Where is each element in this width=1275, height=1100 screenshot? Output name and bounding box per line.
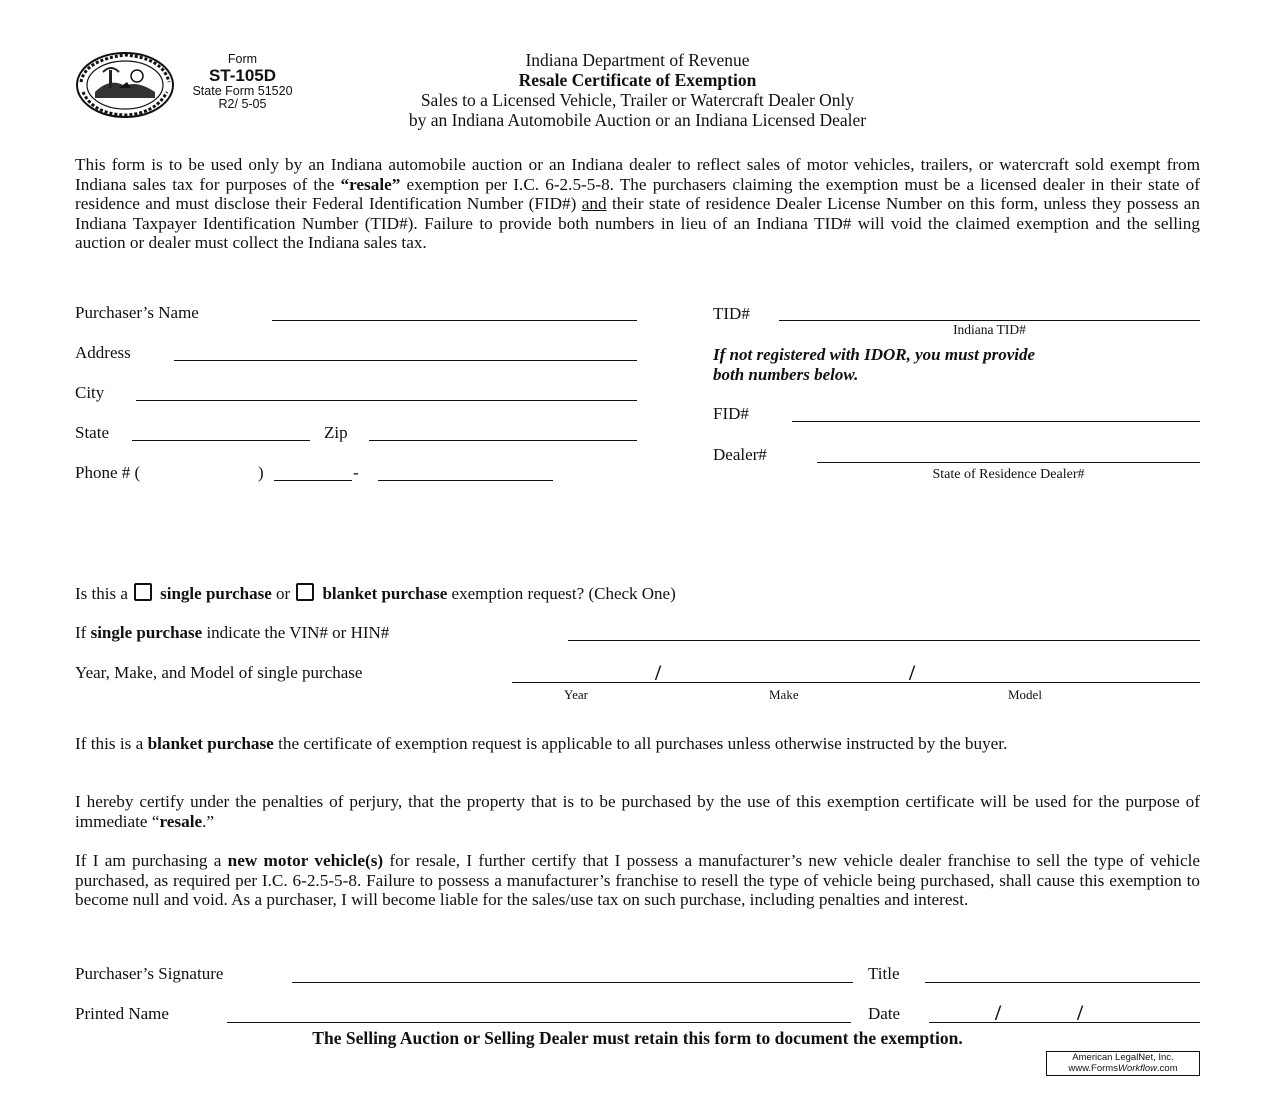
purchaser-name-field[interactable] xyxy=(272,320,637,321)
state-label: State xyxy=(75,423,109,442)
fid-field[interactable] xyxy=(792,421,1200,422)
date-slash-2: / xyxy=(1077,1000,1084,1025)
make-caption: Make xyxy=(769,687,799,702)
printed-name-field[interactable] xyxy=(227,1022,851,1023)
zip-label: Zip xyxy=(324,423,348,442)
publisher-url: www.FormsWorkflow.com xyxy=(1068,1062,1178,1074)
form-label: Form xyxy=(227,52,258,66)
dealer-field[interactable] xyxy=(817,462,1200,463)
ymm-field[interactable] xyxy=(512,682,1200,683)
date-label: Date xyxy=(868,1004,901,1023)
year-caption: Year xyxy=(564,687,588,702)
phone-label: Phone # ( xyxy=(75,463,141,482)
vin-field[interactable] xyxy=(568,640,1200,641)
ymm-label: Year, Make, and Model of single purchase xyxy=(75,663,363,682)
model-caption: Model xyxy=(1008,687,1042,702)
blanket-purchase-checkbox[interactable] xyxy=(296,583,314,601)
blanket-purchase-paragraph: If this is a blanket purchase the certificate of exemption request is applicable to all purchases unless otherwise instructed by the buyer. xyxy=(75,734,1008,753)
purchaser-name-label: Purchaser’s Name xyxy=(75,303,199,322)
signature-label: Purchaser’s Signature xyxy=(75,964,224,983)
date-slash-1: / xyxy=(995,1000,1002,1025)
phone-close-paren: ) xyxy=(258,463,264,482)
form-subtitle-2: by an Indiana Automobile Auction or an Indiana Licensed Dealer xyxy=(408,110,867,130)
retain-notice: The Selling Auction or Selling Dealer must retain this form to document the exemption. xyxy=(312,1028,963,1048)
form-title: Resale Certificate of Exemption xyxy=(518,70,757,90)
dealer-label: Dealer# xyxy=(713,445,767,464)
tid-label: TID# xyxy=(713,304,750,323)
address-field[interactable] xyxy=(174,360,637,361)
title-label: Title xyxy=(868,964,900,983)
ymm-slash-2: / xyxy=(909,660,916,685)
department-name: Indiana Department of Revenue xyxy=(525,50,750,70)
tid-field[interactable] xyxy=(779,320,1200,321)
state-field[interactable] xyxy=(132,440,310,441)
form-revision: R2/ 5-05 xyxy=(218,97,267,111)
date-field[interactable] xyxy=(929,1022,1200,1023)
form-number: ST-105D xyxy=(208,66,277,85)
printed-name-label: Printed Name xyxy=(75,1004,169,1023)
phone-dash: - xyxy=(353,463,359,482)
certification-paragraph: I hereby certify under the penalties of perjury, that the property that is to be purchased by the use of this exemption certificate will be used for the purpose of immediate “resale.” xyxy=(75,792,1200,831)
ymm-slash-1: / xyxy=(655,660,662,685)
state-form-number: State Form 51520 xyxy=(192,84,293,98)
new-vehicle-paragraph: If I am purchasing a new motor vehicle(s) for resale, I further certify that I possess a manufacturer’s new vehicle dealer franchise to sell the type of vehicle purchased, as required per I.C. 6-2.5-5-8. Failure to possess a manufacturer’s franchise to resell the type of vehicle being purchased, shall cause this exemption to become null and void. As a purchaser, I will become liable for the sales/use tax on such purchase, including penalties and interest. xyxy=(75,851,1200,910)
idor-notice: If not registered with IDOR, you must provide both numbers below. xyxy=(713,345,1036,384)
city-field[interactable] xyxy=(136,400,637,401)
zip-field[interactable] xyxy=(369,440,637,441)
indiana-state-seal xyxy=(75,52,175,118)
address-label: Address xyxy=(75,343,131,362)
vin-label: If single purchase indicate the VIN# or HIN# xyxy=(75,623,390,642)
city-label: City xyxy=(75,383,105,402)
publisher-box xyxy=(1046,1051,1200,1076)
dealer-caption: State of Residence Dealer# xyxy=(932,467,1085,482)
phone-number-field[interactable] xyxy=(378,480,553,481)
form-subtitle-1: Sales to a Licensed Vehicle, Trailer or Watercraft Dealer Only xyxy=(420,90,855,110)
intro-paragraph: This form is to be used only by an Indiana automobile auction or an Indiana dealer to reflect sales of motor vehicles, trailers, or watercraft sold exempt from Indiana sales tax for purposes of the “resale” exemption per I.C. 6-2.5-5-8. The purchasers claiming the exemption must be a licensed dealer in their state of residence and must disclose their Federal Identification Number (FID#) and their state of residence Dealer License Number on this form, unless they possess an Indiana Taxpayer Identification Number (TID#). Failure to provide both numbers in lieu of an Indiana TID# will void the claimed exemption and the selling auction or dealer must collect the Indiana sales tax. xyxy=(75,155,1200,253)
publisher-name: American LegalNet, Inc. xyxy=(1072,1052,1174,1063)
purchase-type-question: Is this a single purchase or blanket purchase exemption request? (Check One) xyxy=(75,584,676,603)
tid-caption: Indiana TID# xyxy=(953,322,1026,337)
signature-field[interactable] xyxy=(292,982,853,983)
single-purchase-checkbox[interactable] xyxy=(134,583,152,601)
title-field[interactable] xyxy=(925,982,1200,983)
fid-label: FID# xyxy=(713,404,749,423)
phone-prefix-field[interactable] xyxy=(274,480,352,481)
